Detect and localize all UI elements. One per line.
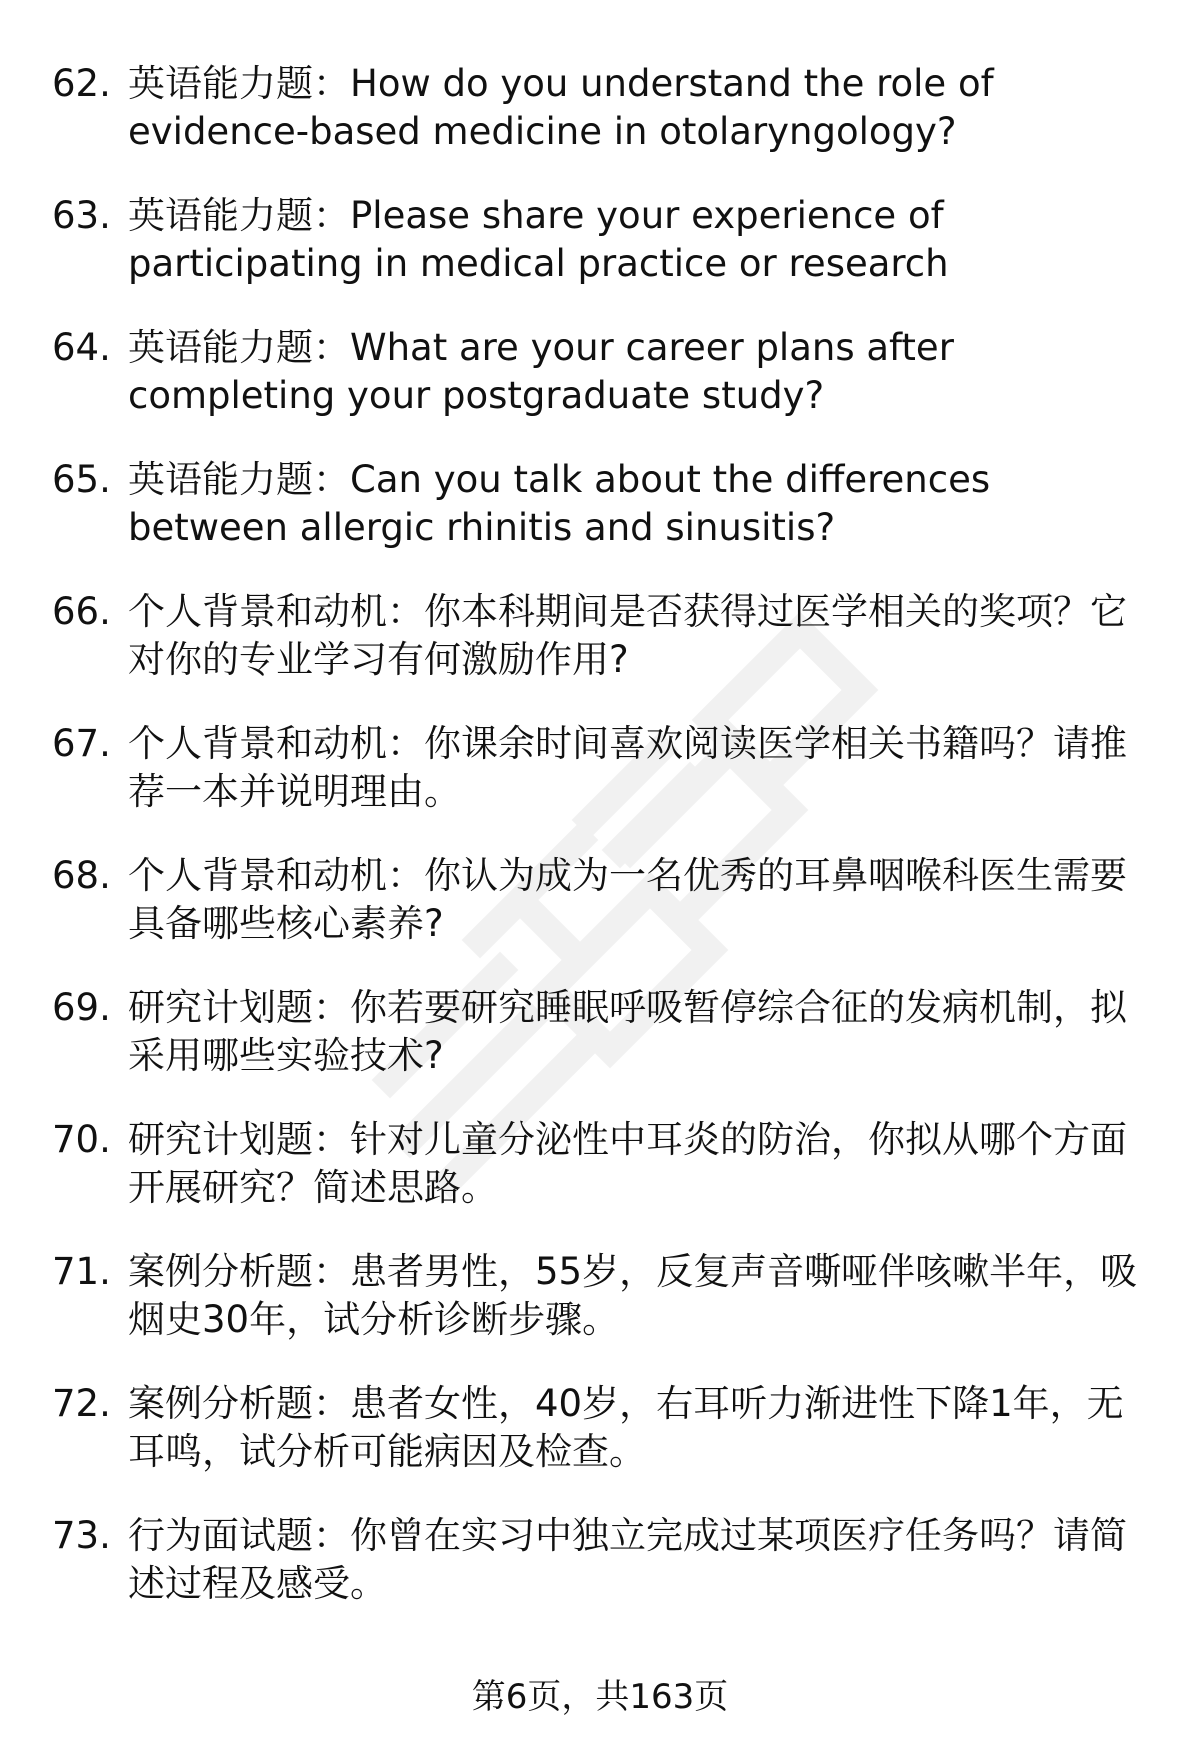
list-item <box>0 588 1200 720</box>
question-text: 你若要研究睡眠呼吸暂停综合征的发病机制，拟采用哪些实验技术? <box>128 986 1127 1077</box>
question-text-block <box>128 324 1148 420</box>
list-item <box>0 1248 1200 1380</box>
question-number: 66. <box>52 590 111 633</box>
question-text-block <box>128 1116 1148 1212</box>
question-number: 62. <box>52 62 111 105</box>
question-category: 研究计划题： <box>128 1118 350 1161</box>
question-category: 案例分析题： <box>128 1250 350 1293</box>
question-text-block <box>128 60 1148 156</box>
question-text-block <box>128 1380 1148 1476</box>
question-number: 70. <box>52 1118 111 1161</box>
question-text: 你本科期间是否获得过医学相关的奖项？它对你的专业学习有何激励作用? <box>128 590 1127 681</box>
question-text: How do you understand the role of evidence-based medicine in otolaryngology? <box>128 62 994 153</box>
list-item <box>0 192 1200 324</box>
question-category: 个人背景和动机： <box>128 854 424 897</box>
question-number: 64. <box>52 326 111 369</box>
question-category: 行为面试题： <box>128 1514 350 1557</box>
list-item <box>0 1380 1200 1512</box>
list-item <box>0 60 1200 192</box>
question-number: 73. <box>52 1514 111 1557</box>
question-text: 针对儿童分泌性中耳炎的防治，你拟从哪个方面开展研究？简述思路。 <box>128 1118 1127 1209</box>
question-category: 个人背景和动机： <box>128 722 424 765</box>
list-item <box>0 1116 1200 1248</box>
page-footer: 第6页，共163页 <box>471 1677 729 1717</box>
question-category: 研究计划题： <box>128 986 350 1029</box>
question-number: 71. <box>52 1250 111 1293</box>
list-item <box>0 456 1200 588</box>
question-category: 英语能力题： <box>128 458 350 501</box>
question-category: 英语能力题： <box>128 62 350 105</box>
list-item <box>0 984 1200 1116</box>
question-number: 68. <box>52 854 111 897</box>
question-text-block <box>128 192 1148 288</box>
question-text: 你认为成为一名优秀的耳鼻咽喉科医生需要具备哪些核心素养? <box>128 854 1127 945</box>
question-text: What are your career plans after completing your postgraduate study? <box>128 326 954 417</box>
question-text-block <box>128 1512 1148 1608</box>
question-text-block <box>128 456 1148 552</box>
question-text-block <box>128 852 1148 948</box>
list-item <box>0 720 1200 852</box>
question-category: 案例分析题： <box>128 1382 350 1425</box>
question-text: 你曾在实习中独立完成过某项医疗任务吗？请简述过程及感受。 <box>128 1514 1127 1605</box>
question-category: 英语能力题： <box>128 194 350 237</box>
question-list <box>0 60 1200 1644</box>
list-item <box>0 852 1200 984</box>
question-category: 个人背景和动机： <box>128 590 424 633</box>
question-number: 69. <box>52 986 111 1029</box>
question-number: 72. <box>52 1382 111 1425</box>
question-text: 你课余时间喜欢阅读医学相关书籍吗？请推荐一本并说明理由。 <box>128 722 1127 813</box>
question-category: 英语能力题： <box>128 326 350 369</box>
question-number: 67. <box>52 722 111 765</box>
list-item <box>0 1512 1200 1644</box>
question-text: 患者女性，40岁，右耳听力渐进性下降1年，无耳鸣，试分析可能病因及检查。 <box>128 1382 1124 1473</box>
question-text-block <box>128 984 1148 1080</box>
question-text-block <box>128 1248 1148 1344</box>
list-item <box>0 324 1200 456</box>
question-number: 65. <box>52 458 111 501</box>
question-text: Can you talk about the differences between allergic rhinitis and sinusitis? <box>128 458 991 549</box>
question-text: Please share your experience of participating in medical practice or research <box>128 194 949 285</box>
question-text-block <box>128 588 1148 684</box>
question-text-block <box>128 720 1148 816</box>
question-text: 患者男性，55岁，反复声音嘶哑伴咳嗽半年，吸烟史30年，试分析诊断步骤。 <box>128 1250 1138 1341</box>
question-number: 63. <box>52 194 111 237</box>
